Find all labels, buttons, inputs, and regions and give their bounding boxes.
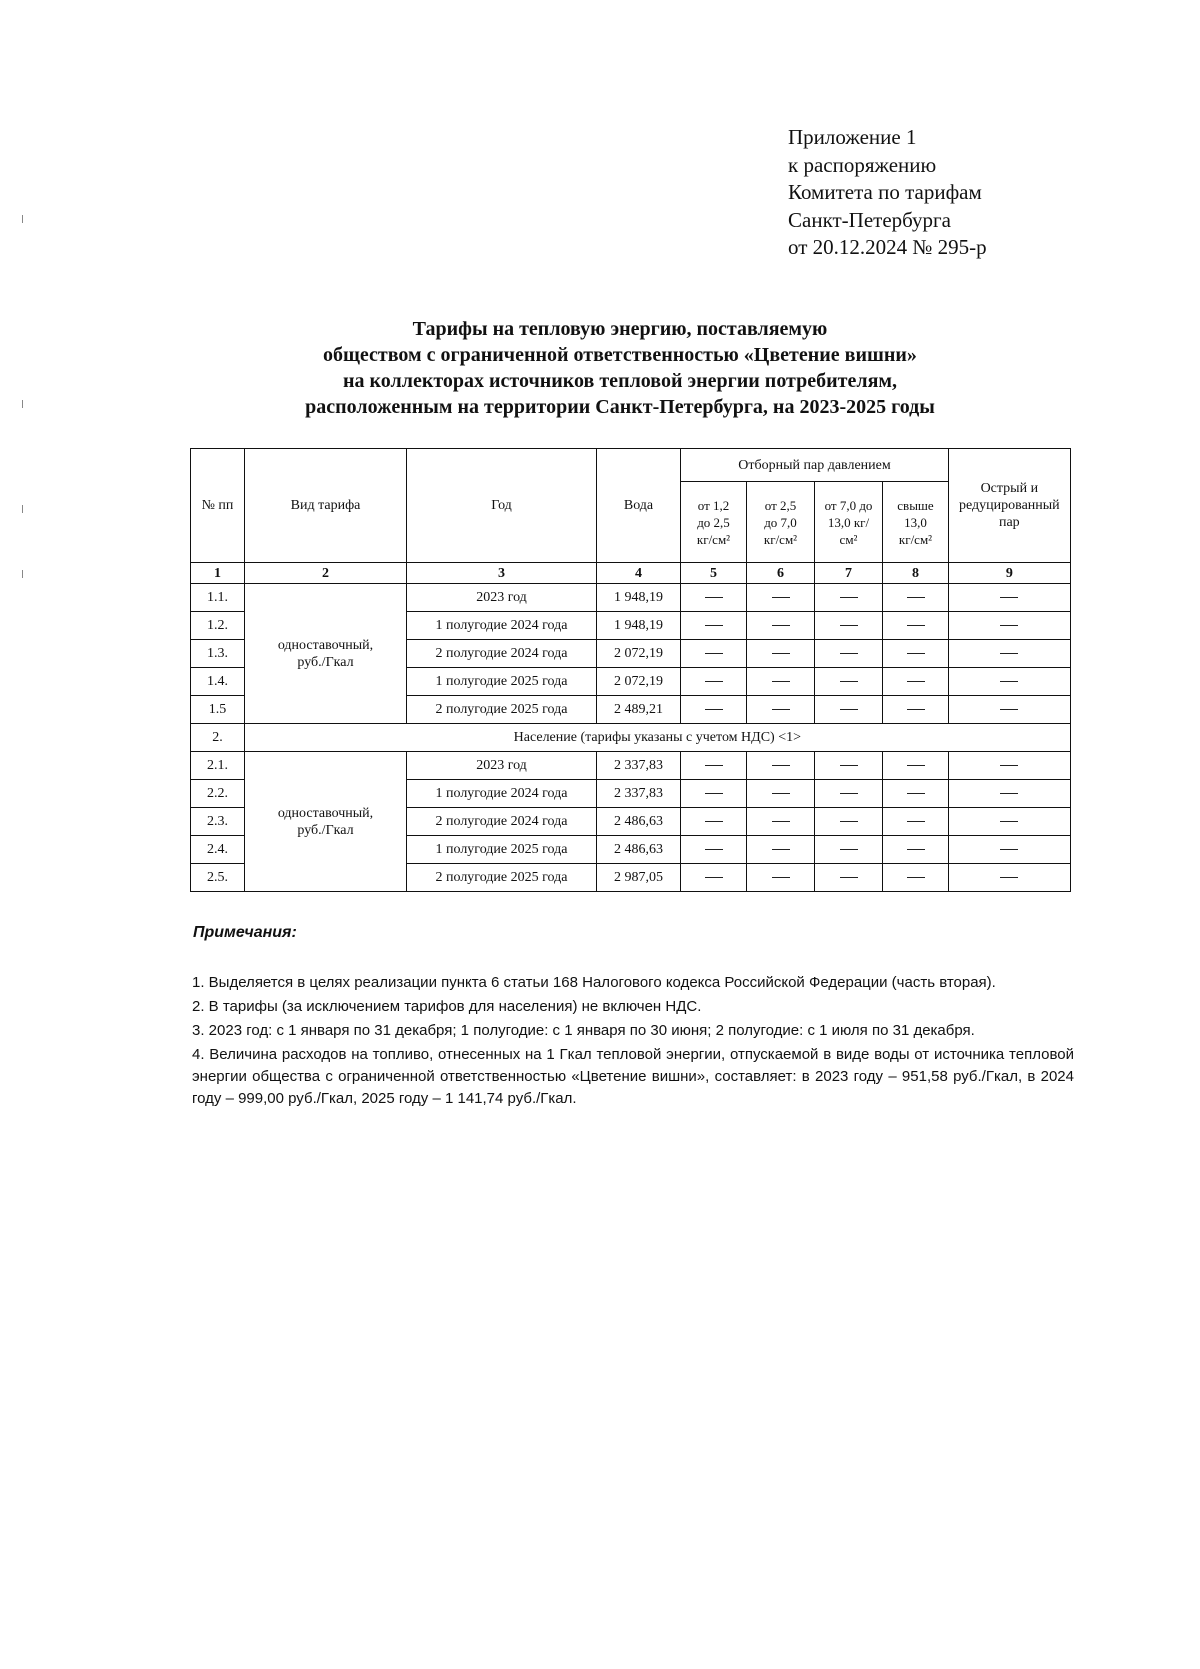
appendix-header — [788, 124, 987, 262]
empty-cell — [815, 668, 883, 696]
dash — [772, 765, 790, 766]
row-number: 2.5. — [191, 864, 245, 892]
title-line: на коллекторах источников тепловой энергии потребителям, — [342, 370, 898, 392]
section-row — [191, 724, 1071, 752]
header-steam-1: от 1,2 до 2,5 кг/см² — [681, 482, 747, 563]
dash — [840, 849, 858, 850]
empty-cell — [949, 696, 1071, 724]
tariff-table — [190, 448, 1071, 892]
empty-cell — [883, 640, 949, 668]
row-number: 2.4. — [191, 836, 245, 864]
water-value: 2 486,63 — [597, 836, 681, 864]
dash — [772, 821, 790, 822]
empty-cell — [747, 780, 815, 808]
year-cell: 1 полугодие 2025 года — [407, 836, 597, 864]
empty-cell — [681, 752, 747, 780]
dash — [772, 597, 790, 598]
scan-mark — [22, 505, 23, 513]
water-value: 2 337,83 — [597, 752, 681, 780]
dash — [907, 653, 925, 654]
dash — [705, 793, 723, 794]
empty-cell — [815, 696, 883, 724]
water-value: 2 072,19 — [597, 640, 681, 668]
empty-cell — [949, 752, 1071, 780]
water-value: 1 948,19 — [597, 584, 681, 612]
empty-cell — [949, 780, 1071, 808]
year-cell: 1 полугодие 2025 года — [407, 668, 597, 696]
water-value: 1 948,19 — [597, 612, 681, 640]
note-item: 1. Выделяется в целях реализации пункта 6 статьи 168 Налогового кодекса Российской Федерации (часть вторая). — [192, 974, 996, 991]
header-year: Год — [407, 449, 597, 563]
dash — [840, 681, 858, 682]
row-number: 1.1. — [191, 584, 245, 612]
column-number: 7 — [815, 563, 883, 584]
water-value: 2 486,63 — [597, 808, 681, 836]
header-steam-2: от 2,5 до 7,0 кг/см² — [747, 482, 815, 563]
dash — [840, 765, 858, 766]
empty-cell — [815, 584, 883, 612]
empty-cell — [681, 836, 747, 864]
empty-cell — [681, 780, 747, 808]
dash — [1000, 681, 1018, 682]
row-number: 2.3. — [191, 808, 245, 836]
dash — [907, 793, 925, 794]
dash — [772, 877, 790, 878]
empty-cell — [949, 640, 1071, 668]
empty-cell — [681, 640, 747, 668]
dash — [1000, 709, 1018, 710]
empty-cell — [747, 668, 815, 696]
dash — [705, 681, 723, 682]
dash — [840, 709, 858, 710]
empty-cell — [815, 752, 883, 780]
dash — [907, 877, 925, 878]
dash — [907, 681, 925, 682]
dash — [1000, 597, 1018, 598]
dash — [705, 709, 723, 710]
scan-mark — [22, 400, 23, 408]
empty-cell — [949, 808, 1071, 836]
year-cell: 2 полугодие 2024 года — [407, 640, 597, 668]
empty-cell — [949, 668, 1071, 696]
year-cell: 2 полугодие 2025 года — [407, 864, 597, 892]
dash — [705, 625, 723, 626]
dash — [772, 849, 790, 850]
notes-list — [192, 972, 1074, 1112]
year-cell: 2 полугодие 2024 года — [407, 808, 597, 836]
empty-cell — [815, 864, 883, 892]
dash — [907, 849, 925, 850]
dash — [705, 653, 723, 654]
column-number: 3 — [407, 563, 597, 584]
empty-cell — [681, 808, 747, 836]
dash — [1000, 625, 1018, 626]
header-water: Вода — [597, 449, 681, 563]
dash — [772, 681, 790, 682]
dash — [1000, 653, 1018, 654]
water-value: 2 987,05 — [597, 864, 681, 892]
appendix-line: Санкт-Петербурга — [788, 207, 951, 232]
notes-title: Примечания: — [193, 924, 297, 941]
year-cell: 2023 год — [407, 752, 597, 780]
header-steam-3: от 7,0 до 13,0 кг/см² — [815, 482, 883, 563]
section-label: Население (тарифы указаны с учетом НДС) <1> — [245, 724, 1071, 752]
appendix-line: от 20.12.2024 № 295-р — [788, 235, 987, 259]
year-cell: 1 полугодие 2024 года — [407, 780, 597, 808]
header-sharp-steam: Острый и редуцированный пар — [949, 449, 1071, 563]
dash — [772, 653, 790, 654]
dash — [907, 625, 925, 626]
row-number: 1.4. — [191, 668, 245, 696]
empty-cell — [747, 640, 815, 668]
dash — [840, 793, 858, 794]
empty-cell — [949, 584, 1071, 612]
row-number: 1.3. — [191, 640, 245, 668]
dash — [840, 625, 858, 626]
note-item: 2. В тарифы (за исключением тарифов для населения) не включен НДС. — [192, 998, 702, 1015]
empty-cell — [949, 612, 1071, 640]
table-row — [191, 584, 1071, 612]
dash — [772, 625, 790, 626]
empty-cell — [747, 584, 815, 612]
empty-cell — [883, 612, 949, 640]
dash — [1000, 765, 1018, 766]
empty-cell — [681, 864, 747, 892]
dash — [705, 821, 723, 822]
dash — [705, 877, 723, 878]
note-item: 3. 2023 год: с 1 января по 31 декабря; 1 полугодие: с 1 января по 30 июня; 2 полугодие: с 1 июля по 31 декабря. — [192, 1022, 975, 1039]
column-number: 2 — [245, 563, 407, 584]
empty-cell — [883, 696, 949, 724]
empty-cell — [747, 696, 815, 724]
water-value: 2 072,19 — [597, 668, 681, 696]
column-number: 4 — [597, 563, 681, 584]
empty-cell — [815, 640, 883, 668]
title-line: Тарифы на тепловую энергию, поставляемую — [412, 318, 828, 340]
empty-cell — [747, 808, 815, 836]
row-number: 1.2. — [191, 612, 245, 640]
dash — [705, 765, 723, 766]
dash — [907, 821, 925, 822]
scan-mark — [22, 215, 23, 223]
dash — [1000, 849, 1018, 850]
empty-cell — [747, 612, 815, 640]
empty-cell — [681, 584, 747, 612]
year-cell: 2023 год — [407, 584, 597, 612]
year-cell: 2 полугодие 2025 года — [407, 696, 597, 724]
dash — [1000, 821, 1018, 822]
dash — [772, 793, 790, 794]
empty-cell — [681, 668, 747, 696]
appendix-line: к распоряжению — [788, 152, 937, 177]
dash — [907, 709, 925, 710]
header-steam-group: Отборный пар давлением — [681, 449, 949, 482]
appendix-line: Приложение 1 — [788, 125, 917, 149]
dash — [907, 597, 925, 598]
column-number: 1 — [191, 563, 245, 584]
empty-cell — [681, 612, 747, 640]
appendix-line: Комитета по тарифам — [788, 180, 982, 204]
water-value: 2 337,83 — [597, 780, 681, 808]
empty-cell — [883, 808, 949, 836]
tariff-type-cell: одноставочный, руб./Гкал — [245, 752, 407, 892]
dash — [705, 597, 723, 598]
dash — [840, 821, 858, 822]
dash — [705, 849, 723, 850]
scan-mark — [22, 570, 23, 578]
dash — [840, 653, 858, 654]
dash — [772, 709, 790, 710]
dash — [840, 597, 858, 598]
empty-cell — [815, 836, 883, 864]
empty-cell — [815, 612, 883, 640]
title-line: обществом с ограниченной ответственностью «Цветение вишни» — [323, 344, 917, 366]
header-tariff-type: Вид тарифа — [245, 449, 407, 563]
header-steam-4: свыше 13,0 кг/см² — [883, 482, 949, 563]
empty-cell — [949, 836, 1071, 864]
empty-cell — [815, 808, 883, 836]
empty-cell — [883, 864, 949, 892]
empty-cell — [681, 696, 747, 724]
column-number: 9 — [949, 563, 1071, 584]
empty-cell — [747, 752, 815, 780]
dash — [1000, 793, 1018, 794]
row-number: 2.1. — [191, 752, 245, 780]
section-number: 2. — [191, 724, 245, 752]
empty-cell — [747, 836, 815, 864]
column-number: 5 — [681, 563, 747, 584]
row-number: 2.2. — [191, 780, 245, 808]
empty-cell — [815, 780, 883, 808]
column-number: 8 — [883, 563, 949, 584]
tariff-type-cell: одноставочный, руб./Гкал — [245, 584, 407, 724]
empty-cell — [747, 864, 815, 892]
title-line: расположенным на территории Санкт-Петербурга, на 2023-2025 годы — [305, 396, 935, 418]
empty-cell — [949, 864, 1071, 892]
empty-cell — [883, 836, 949, 864]
empty-cell — [883, 752, 949, 780]
empty-cell — [883, 780, 949, 808]
dash — [1000, 877, 1018, 878]
document-title — [200, 316, 1040, 420]
note-item: 4. Величина расходов на топливо, отнесенных на 1 Гкал тепловой энергии, отпускаемой в виде воды от источника тепловой энергии общества с ограниченной ответственностью «Цветение вишни», составляет: в 2023 году – 951,58 руб./Гкал, в 2024 году – 999,00 руб./Гкал, 2025 году – 1 141,74 руб./Гкал. — [192, 1046, 1074, 1107]
dash — [907, 765, 925, 766]
header-num: № пп — [191, 449, 245, 563]
row-number: 1.5 — [191, 696, 245, 724]
column-number: 6 — [747, 563, 815, 584]
empty-cell — [883, 668, 949, 696]
empty-cell — [883, 584, 949, 612]
table-row — [191, 752, 1071, 780]
dash — [840, 877, 858, 878]
year-cell: 1 полугодие 2024 года — [407, 612, 597, 640]
water-value: 2 489,21 — [597, 696, 681, 724]
